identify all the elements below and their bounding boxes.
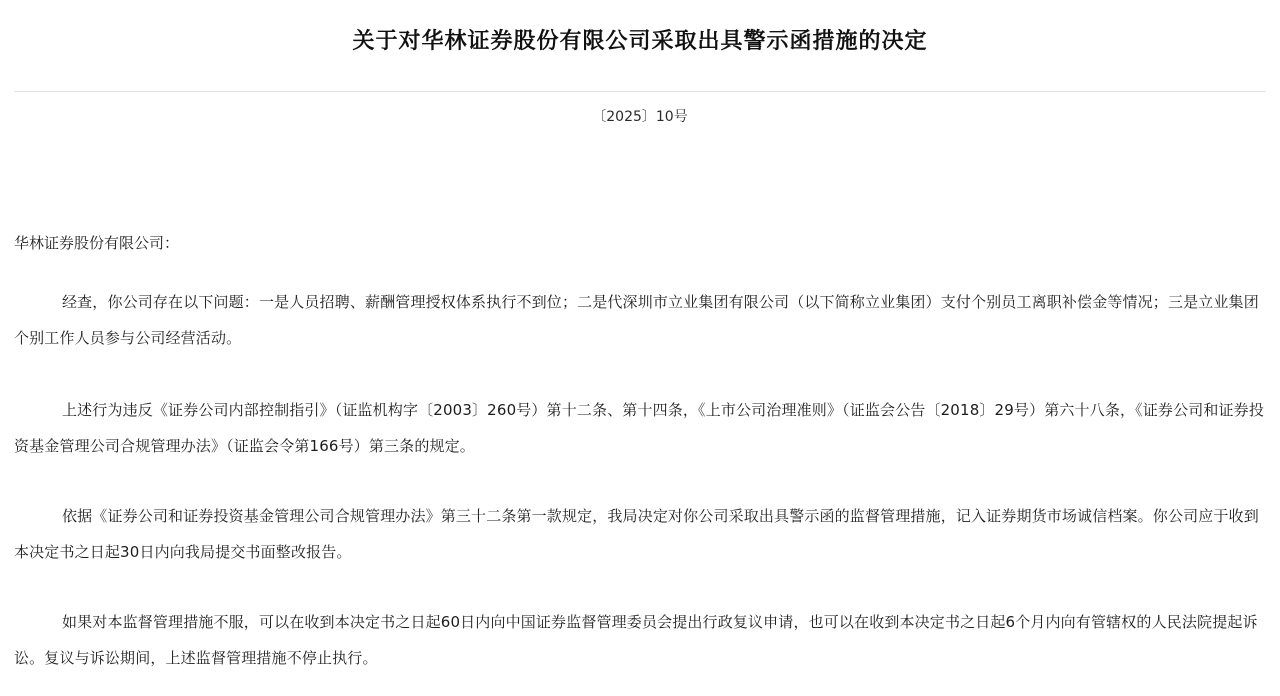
paragraph-violations: 上述行为违反《证券公司内部控制指引》（证监机构字〔2003〕260号）第十二条、第十四条，《上市公司治理准则》（证监会公告〔2018〕29号）第六十八条，《证券公司和证券投资基金管理公司合规管理办法》（证监会令第166号）第三条的规定。 <box>14 401 1264 455</box>
document-title: 关于对华林证券股份有限公司采取出具警示函措施的决定 <box>352 28 928 54</box>
document-number: 〔2025〕10号 <box>592 109 688 125</box>
paragraph-appeal: 如果对本监督管理措施不服，可以在收到本决定书之日起60日内向中国证券监督管理委员会提出行政复议申请，也可以在收到本决定书之日起6个月内向有管辖权的人民法院提起诉讼。复议与诉讼期间，上述监督管理措施不停止执行。 <box>14 613 1258 667</box>
paragraph-findings: 经查，你公司存在以下问题：一是人员招聘、薪酬管理授权体系执行不到位；二是代深圳市立业集团有限公司（以下简称立业集团）支付个别员工离职补偿金等情况；三是立业集团个别工作人员参与公司经营活动。 <box>14 293 1259 347</box>
paragraph-decision: 依据《证券公司和证券投资基金管理公司合规管理办法》第三十二条第一款规定，我局决定对你公司采取出具警示函的监督管理措施，记入证券期货市场诚信档案。你公司应于收到本决定书之日起30日内向我局提交书面整改报告。 <box>14 507 1259 561</box>
title-divider <box>14 91 1266 92</box>
addressee: 华林证券股份有限公司： <box>14 234 180 252</box>
